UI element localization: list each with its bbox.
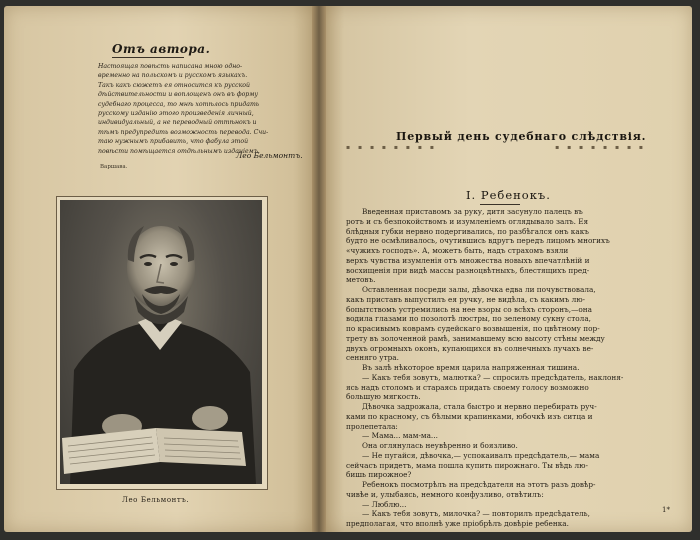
body-line: по красивымъ коврамъ судейскаго возвышенія, по цвѣтному пор- bbox=[346, 324, 600, 333]
body-line: ротъ и съ безпокойствомъ и изумленіемъ оглядывало залъ. Ея bbox=[346, 216, 589, 226]
body-line: пролепетала: bbox=[346, 421, 398, 431]
place-name: Варшава. bbox=[100, 164, 128, 170]
heading-underline bbox=[112, 57, 184, 58]
body-line: Ребенокъ посмотрѣлъ на предсѣдателя на этотъ разъ довѣр- bbox=[362, 480, 596, 489]
body-line: какъ приставъ выпустилъ ея ручку, не видѣла, съ какимъ лю- bbox=[346, 294, 586, 304]
body-line: — Какъ тебя зовутъ, милочка? — повторилъ предсѣдатель, bbox=[362, 509, 590, 519]
body-line: «чужихъ господъ». А, можетъ быть, надъ страхомъ взяли bbox=[346, 246, 569, 255]
body-line: сенняго утра. bbox=[346, 353, 399, 363]
body-line: предполагая, что вполнѣ уже пріобрѣлъ довѣріе ребенка. bbox=[346, 519, 569, 528]
body-line: чивѣе и, улыбаясь, немного конфузливо, отвѣтилъ: bbox=[346, 489, 544, 499]
author-portrait-photo bbox=[60, 200, 262, 484]
section-title: I. Ребенокъ. bbox=[466, 188, 551, 202]
body-line: метовъ. bbox=[346, 275, 376, 285]
body-line: Оставленная посреди залы, дѣвочка едва ли почувствовала, bbox=[362, 285, 596, 294]
note-line: Такъ какъ сюжетъ ея относится къ русской bbox=[98, 81, 250, 89]
note-line: временно на польскомъ и русскомъ языкахъ. bbox=[98, 72, 248, 80]
body-line: трету въ золоченной рамѣ, занимавшему всю высоту стѣны между bbox=[346, 333, 605, 343]
portrait-caption: Лео Бельмонтъ. bbox=[122, 496, 190, 504]
body-line: бишь пирожное? bbox=[346, 470, 412, 480]
body-line: ясь надъ столомъ и стараясь придать своему голосу возможно bbox=[346, 382, 589, 392]
author-note-heading: Отъ автора. bbox=[112, 42, 211, 56]
chapter-body-text bbox=[346, 207, 652, 529]
body-line: двухъ огромныхъ оконъ, купающихся въ солнечныхъ лучахъ ве- bbox=[346, 343, 594, 353]
body-line: ками по красному, съ бѣлыми крапинками, юбочкѣ изъ ситца и bbox=[346, 411, 593, 421]
body-line: Дѣвочка задрожала, стала быстро и нервно перебирать руч- bbox=[362, 402, 597, 411]
body-line: водила глазами по позолотѣ люстры, по зеленому сукну стола, bbox=[346, 314, 591, 324]
chapter-title: Первый день судебнаго слѣдствія. bbox=[396, 130, 647, 143]
note-line: таю нужнымъ прибавить, что фабула этой bbox=[98, 138, 249, 146]
body-line: большую мягкость. bbox=[346, 392, 421, 402]
section-underline bbox=[480, 204, 520, 205]
body-line: — Какъ тебя зовутъ, малютка? — спросилъ предсѣдатель, наклоня- bbox=[362, 372, 624, 382]
body-line: — Не пугайся, дѣвочка,— успокаивалъ предсѣдатель,— мама bbox=[362, 450, 600, 460]
body-line: будто не осмѣливалось, очутившись вдругъ передъ лицомъ многихъ bbox=[346, 236, 610, 246]
author-note-text bbox=[98, 62, 298, 156]
note-line: судебнаго процесса, то мнѣ хотѣлось придать bbox=[98, 100, 260, 108]
page-number: 1* bbox=[662, 506, 670, 514]
body-line: верхъ чувства изумленія отъ множества новыхъ впечатлѣній и bbox=[346, 255, 590, 265]
body-line: сейчасъ придетъ, мама пошла купить пирожнаго. Ты вѣдь лю- bbox=[346, 460, 588, 470]
note-line: индивидуальный, а не переводный оттѣнокъ и bbox=[98, 119, 257, 127]
body-line: восхищенія при видѣ массы разноцвѣтныхъ, блестящихъ пред- bbox=[346, 265, 590, 275]
body-line: Введенная приставомъ за руку, дитя засунуло палецъ въ bbox=[362, 207, 583, 216]
body-line: бопытствомъ устремились на нее взоры со всѣхъ сторонъ,—она bbox=[346, 304, 592, 314]
body-line: — Люблю... bbox=[362, 499, 407, 509]
body-line: Въ залѣ нѣкоторое время царила напряженная тишина. bbox=[362, 363, 580, 372]
note-line: русскому изданію этого произведенія личный, bbox=[98, 110, 254, 118]
note-line: тѣмъ предупредить возможность перевода. Счи- bbox=[98, 128, 269, 136]
portrait-illustration bbox=[60, 200, 262, 484]
note-line: повѣсти помѣщается отдѣльнымъ изданіемъ. bbox=[98, 147, 260, 155]
dots-right: ▪ ▪ ▪ ▪ ▪ ▪ ▪ ▪ bbox=[555, 144, 646, 151]
author-signature: Лео Бельмонтъ. bbox=[236, 151, 303, 160]
body-line: блѣдныя губки нервно подергивались, по разбѣгался онъ какъ bbox=[346, 226, 589, 236]
body-line: Она оглянулась неувѣренно и боязливо. bbox=[362, 441, 518, 450]
body-line: — Мама... мам-ма... bbox=[362, 431, 438, 441]
book-gutter bbox=[312, 6, 326, 532]
portrait-frame bbox=[56, 196, 268, 490]
note-line: дѣйствительности и воплощенъ онъ въ форму bbox=[98, 91, 258, 99]
note-line: Настоящая повѣсть написана мною одно- bbox=[98, 63, 243, 70]
decorative-dots bbox=[346, 144, 646, 158]
dots-left: ▪ ▪ ▪ ▪ ▪ ▪ ▪ ▪ bbox=[346, 144, 437, 151]
